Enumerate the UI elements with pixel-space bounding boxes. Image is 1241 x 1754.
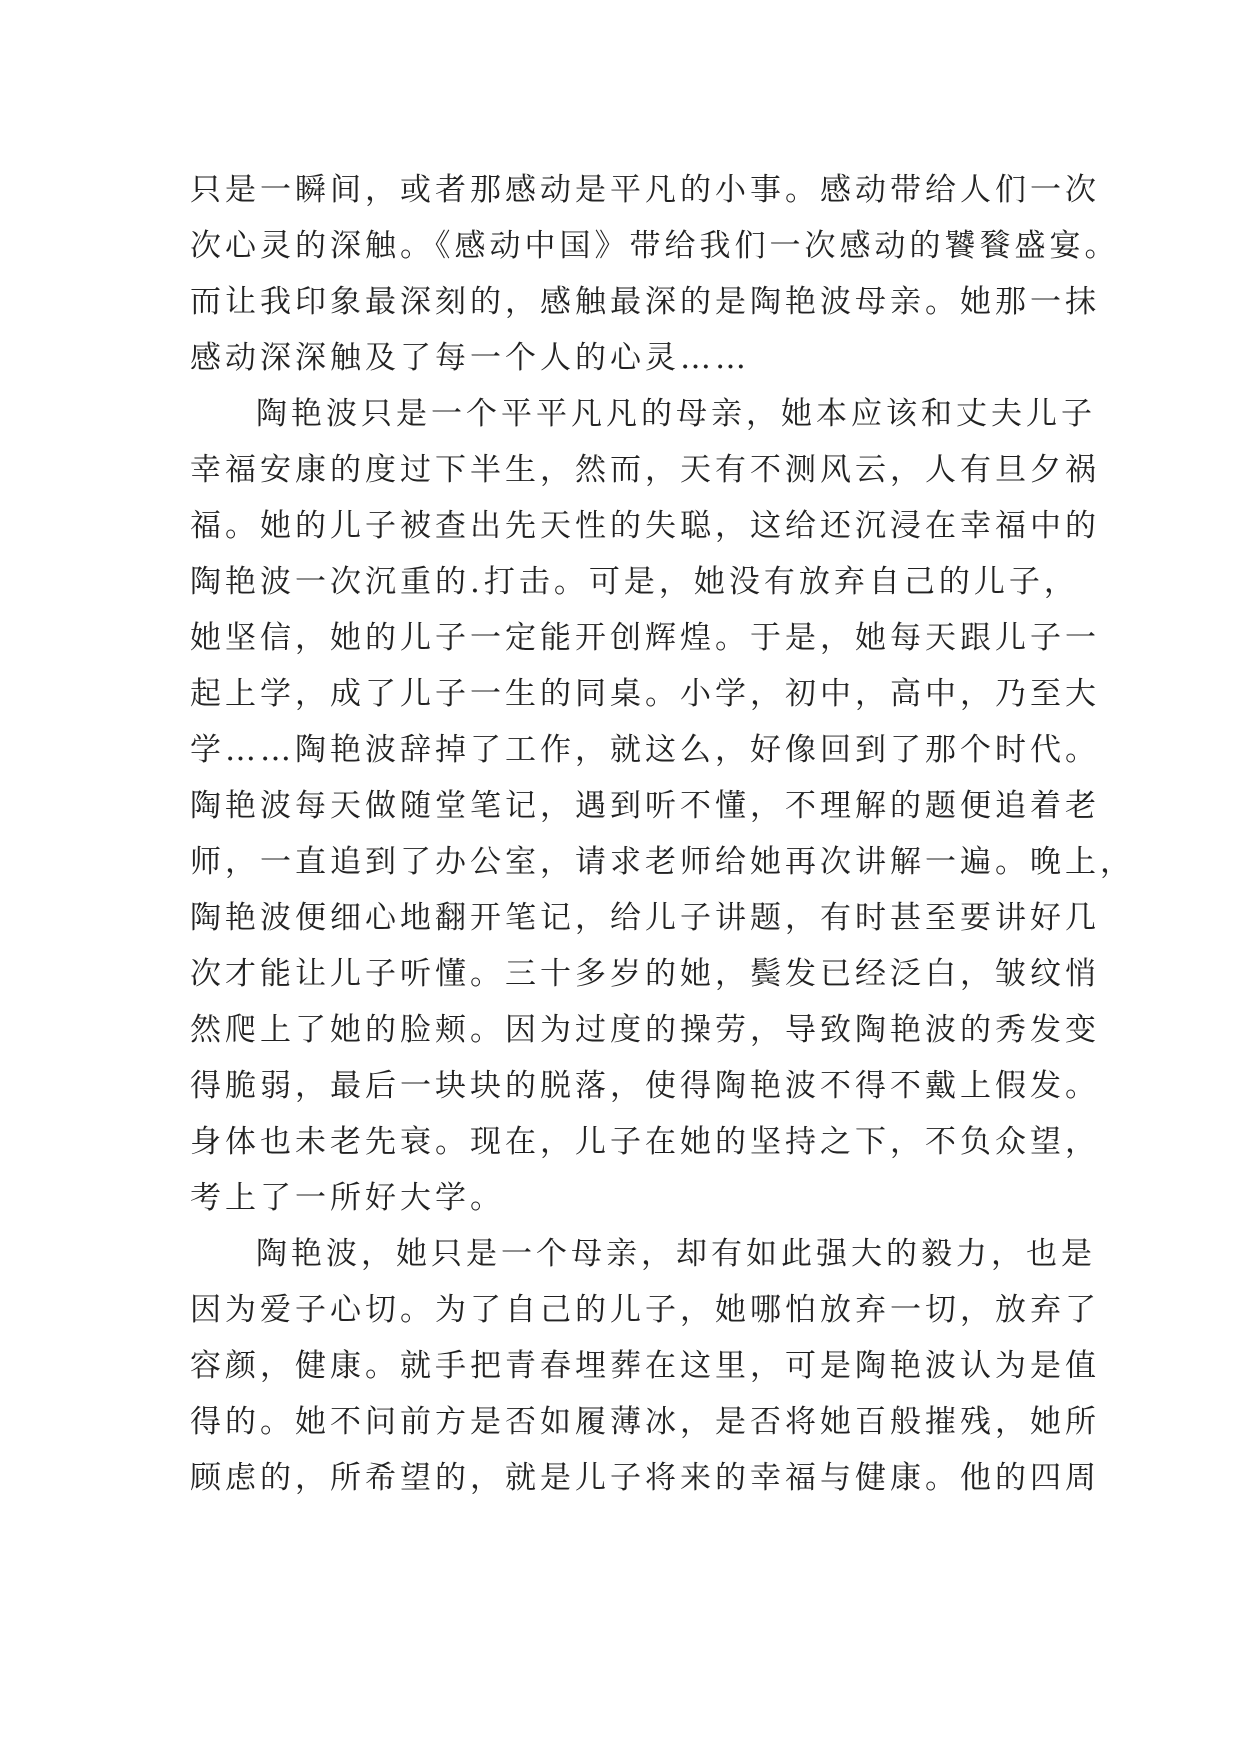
text-line: 考上了一所好大学。 bbox=[190, 1180, 505, 1216]
text-line: 身体也未老先衰。现在，儿子在她的坚持之下，不负众望， bbox=[190, 1124, 1100, 1160]
text-line: 陶艳波便细心地翻开笔记，给儿子讲题，有时甚至要讲好几 bbox=[190, 900, 1100, 936]
text-line: 学……陶艳波辞掉了工作，就这么，好像回到了那个时代。 bbox=[190, 732, 1100, 768]
paragraph bbox=[190, 162, 1120, 386]
text-line: 陶艳波每天做随堂笔记，遇到听不懂，不理解的题便追着老 bbox=[190, 788, 1100, 824]
paragraph bbox=[190, 1226, 1100, 1506]
text-line: 她坚信，她的儿子一定能开创辉煌。于是，她每天跟儿子一 bbox=[190, 620, 1100, 656]
text-line: 陶艳波，她只是一个母亲，却有如此强大的毅力，也是 bbox=[256, 1236, 1096, 1272]
text-line: 顾虑的，所希望的，就是儿子将来的幸福与健康。他的四周 bbox=[190, 1460, 1100, 1496]
text-line: 陶艳波只是一个平平凡凡的母亲，她本应该和丈夫儿子 bbox=[256, 396, 1096, 432]
text-line: 而让我印象最深刻的，感触最深的是陶艳波母亲。她那一抹 bbox=[190, 284, 1100, 320]
text-line: 因为爱子心切。为了自己的儿子，她哪怕放弃一切，放弃了 bbox=[190, 1292, 1100, 1328]
text-line: 容颜，健康。就手把青春埋葬在这里，可是陶艳波认为是值 bbox=[190, 1348, 1100, 1384]
text-line: 然爬上了她的脸颊。因为过度的操劳，导致陶艳波的秀发变 bbox=[190, 1012, 1100, 1048]
text-line: 师，一直追到了办公室，请求老师给她再次讲解一遍。晚上， bbox=[190, 844, 1135, 880]
text-line: 福。她的儿子被查出先天性的失聪，这给还沉浸在幸福中的 bbox=[190, 508, 1100, 544]
paragraph bbox=[190, 386, 1135, 1226]
text-line: 次心灵的深触。《感动中国》带给我们一次感动的饕餮盛宴。 bbox=[190, 228, 1120, 264]
text-line: 得脆弱，最后一块块的脱落，使得陶艳波不得不戴上假发。 bbox=[190, 1068, 1100, 1104]
text-line: 起上学，成了儿子一生的同桌。小学，初中，高中，乃至大 bbox=[190, 676, 1100, 712]
text-line: 只是一瞬间，或者那感动是平凡的小事。感动带给人们一次 bbox=[190, 172, 1100, 208]
text-line: 幸福安康的度过下半生，然而，天有不测风云，人有旦夕祸 bbox=[190, 452, 1100, 488]
text-line: 次才能让儿子听懂。三十多岁的她，鬓发已经泛白，皱纹悄 bbox=[190, 956, 1100, 992]
text-line: 得的。她不问前方是否如履薄冰，是否将她百般摧残，她所 bbox=[190, 1404, 1100, 1440]
text-line: 陶艳波一次沉重的.打击。可是，她没有放弃自己的儿子， bbox=[190, 564, 1079, 600]
text-line: 感动深深触及了每一个人的心灵…… bbox=[190, 340, 750, 376]
document-body bbox=[190, 162, 1135, 1506]
